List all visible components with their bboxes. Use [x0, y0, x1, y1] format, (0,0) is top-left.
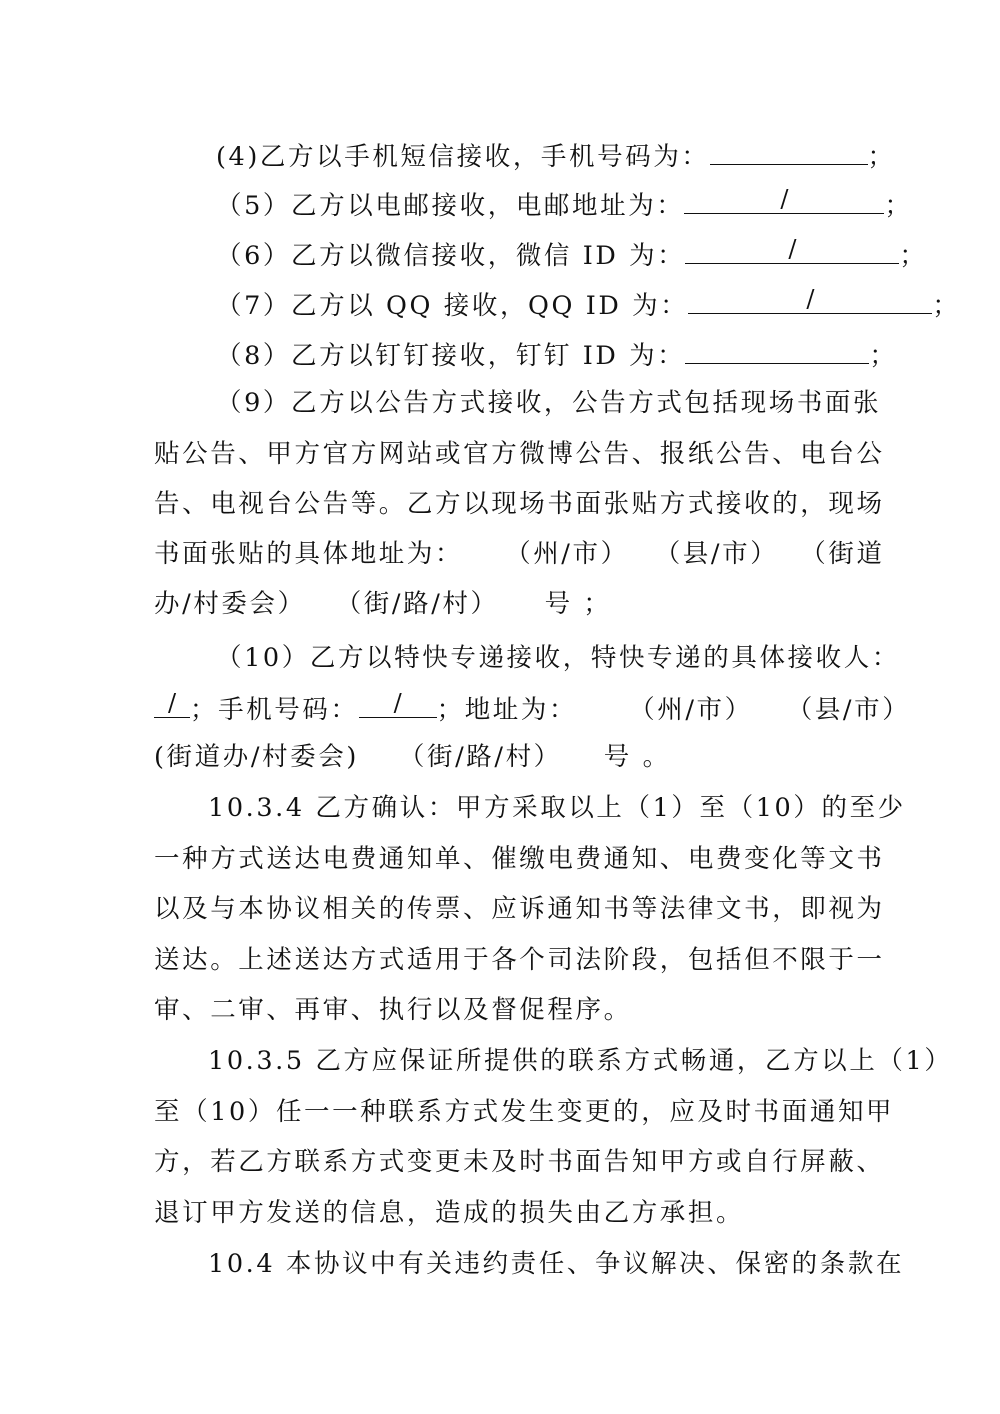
item-5-line	[216, 186, 913, 223]
clause-10-3-5-line-3: 方，若乙方联系方式变更未及时书面告知甲方或自行屏蔽、	[154, 1147, 885, 1177]
express-recipient-fill: /	[167, 689, 177, 717]
posting-address-village-committee: 办/村委会）	[154, 589, 306, 619]
clause-10-3-4-line-4: 送达。上述送达方式适用于各个司法阶段，包括但不限于一	[154, 945, 885, 975]
item-6-line	[216, 236, 927, 273]
item-9-line-2: 贴公告、甲方官方网站或官方微博公告、报纸公告、电台公	[154, 439, 885, 469]
express-address-county: （县/市）	[786, 695, 911, 725]
item-8-line	[216, 336, 897, 373]
item-9-line-3: 告、电视台公告等。乙方以现场书面张贴方式接收的，现场	[154, 489, 885, 519]
item-4-end: ；	[867, 142, 896, 172]
item-7-end: ；	[932, 291, 961, 321]
posting-address-label: 书面张贴的具体地址为：	[154, 539, 464, 569]
clause-10-3-5-line-2: 至（10）任一一种联系方式发生变更的，应及时书面通知甲	[154, 1097, 895, 1127]
clause-10-3-5-line-1: 10.3.5 乙方应保证所提供的联系方式畅通，乙方以上（1）	[208, 1046, 953, 1076]
express-address-street-office: (街道办/村委会)	[154, 742, 359, 772]
item-4-text: (4)乙方以手机短信接收，手机号码为：	[216, 142, 710, 172]
express-address-label: ；地址为：	[436, 695, 578, 725]
clause-10-3-4-line-3: 以及与本协议相关的传票、应诉通知书等法律文书，即视为	[154, 894, 885, 924]
posting-address-county: （县/市）	[654, 539, 779, 569]
posting-address-road: （街/路/村）	[335, 589, 499, 619]
item-9-address-line-2	[154, 587, 612, 621]
express-address-road: （街/路/村）	[398, 742, 562, 772]
item-4-line	[216, 137, 896, 174]
item-6-text: （6）乙方以微信接收，微信 ID 为：	[216, 241, 686, 271]
express-address-number: 号 。	[603, 742, 671, 772]
dingtalk-id-blank	[685, 336, 869, 364]
qq-id-blank	[688, 286, 932, 314]
item-10-line-3	[154, 740, 671, 774]
express-recipient-blank	[154, 690, 190, 718]
item-9-line-1: （9）乙方以公告方式接收，公告方式包括现场书面张	[216, 388, 882, 418]
posting-address-state: （州/市）	[505, 539, 629, 569]
item-8-text: （8）乙方以钉钉接收，钉钉 ID 为：	[216, 341, 686, 371]
clause-10-3-4-line-2: 一种方式送达电费通知单、催缴电费通知、电费变化等文书	[154, 844, 885, 874]
posting-address-number: 号 ；	[544, 589, 612, 619]
express-phone-fill: /	[393, 689, 402, 717]
express-phone-blank	[359, 690, 437, 718]
item-7-text: （7）乙方以 QQ 接收，QQ ID 为：	[216, 291, 689, 321]
wechat-id-fill: /	[788, 235, 797, 263]
express-address-state: （州/市）	[629, 695, 753, 725]
posting-address-street-office: （街道	[800, 539, 885, 569]
clause-10-3-4-line-5: 审、二审、再审、执行以及督促程序。	[154, 995, 632, 1025]
phone-number-blank	[710, 137, 868, 165]
item-5-text: （5）乙方以电邮接收，电邮地址为：	[216, 191, 685, 221]
wechat-id-blank	[685, 236, 899, 264]
clause-10-4-line-1: 10.4 本协议中有关违约责任、争议解决、保密的条款在	[208, 1249, 905, 1279]
email-address-blank	[684, 186, 884, 214]
item-6-end: ；	[899, 241, 928, 271]
qq-id-fill: /	[806, 285, 815, 313]
item-8-end: ；	[869, 341, 898, 371]
clause-10-3-4-line-1: 10.3.4 乙方确认：甲方采取以上（1）至（10）的至少	[208, 793, 906, 823]
item-9-address-line-1	[154, 537, 885, 571]
email-address-fill: /	[780, 185, 789, 213]
item-10-line-2	[154, 690, 910, 727]
clause-10-3-5-line-4: 退订甲方发送的信息，造成的损失由乙方承担。	[154, 1198, 745, 1228]
item-7-line	[216, 286, 961, 323]
express-phone-label: ；手机号码：	[190, 695, 359, 725]
item-10-line-1: （10）乙方以特快专递接收，特快专递的具体接收人：	[216, 643, 900, 673]
item-5-end: ；	[884, 191, 913, 221]
